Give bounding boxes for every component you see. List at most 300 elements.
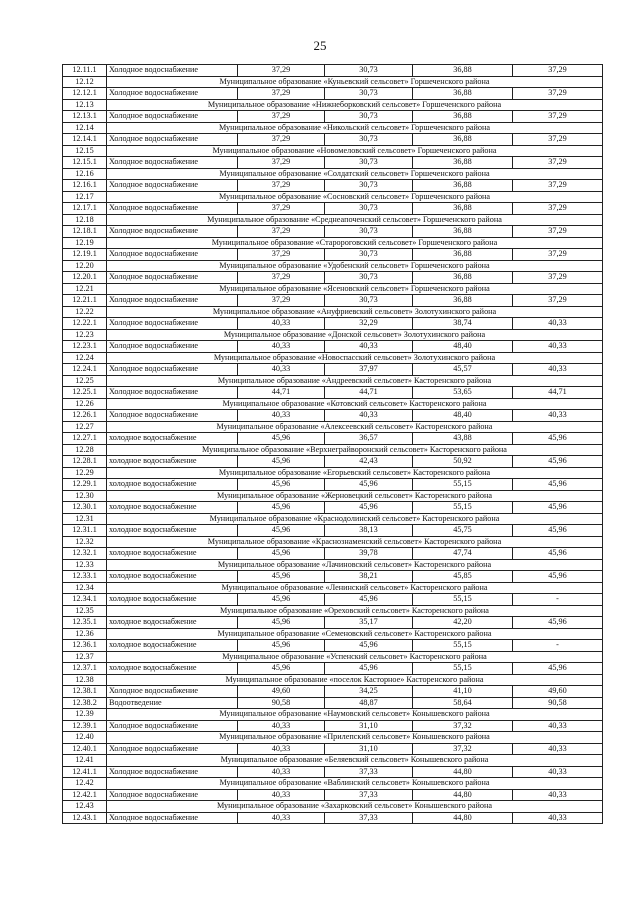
row-code: 12.13.1 bbox=[63, 111, 107, 123]
tariff-value-4: 37,29 bbox=[513, 203, 603, 215]
tariff-value-2: 40,33 bbox=[325, 410, 413, 422]
tariff-value-4: 37,29 bbox=[513, 65, 603, 77]
service-name: Холодное водоснабжение bbox=[107, 812, 238, 824]
tariff-value-1: 45,96 bbox=[238, 456, 325, 468]
table-row bbox=[63, 180, 603, 192]
tariff-value-4: 45,96 bbox=[513, 525, 603, 537]
section-header-row bbox=[63, 168, 603, 180]
tariff-value-4: 37,29 bbox=[513, 180, 603, 192]
row-code: 12.31.1 bbox=[63, 525, 107, 537]
section-header-row bbox=[63, 99, 603, 111]
tariff-value-2: 39,78 bbox=[325, 548, 413, 560]
table-row bbox=[63, 479, 603, 491]
table-row bbox=[63, 157, 603, 169]
service-name: Холодное водоснабжение bbox=[107, 720, 238, 732]
tariff-value-1: 44,71 bbox=[238, 387, 325, 399]
tariff-value-2: 30,73 bbox=[325, 180, 413, 192]
table-row bbox=[63, 65, 603, 77]
tariff-value-2: 42,43 bbox=[325, 456, 413, 468]
table-row bbox=[63, 249, 603, 261]
table-row bbox=[63, 318, 603, 330]
table-row bbox=[63, 364, 603, 376]
tariff-value-1: 45,96 bbox=[238, 640, 325, 652]
tariff-value-3: 50,92 bbox=[413, 456, 513, 468]
section-code: 12.16 bbox=[63, 168, 107, 180]
section-title: Муниципальное образование «Новомеловский сельсовет» Горшеченского района bbox=[107, 145, 603, 157]
section-code: 12.20 bbox=[63, 260, 107, 272]
tariff-value-2: 45,96 bbox=[325, 594, 413, 606]
tariff-value-3: 55,15 bbox=[413, 663, 513, 675]
section-header-row bbox=[63, 398, 603, 410]
section-code: 12.42 bbox=[63, 778, 107, 790]
tariff-value-3: 55,15 bbox=[413, 640, 513, 652]
tariff-value-3: 45,75 bbox=[413, 525, 513, 537]
row-code: 12.41.1 bbox=[63, 766, 107, 778]
section-header-row bbox=[63, 352, 603, 364]
tariff-value-3: 43,88 bbox=[413, 433, 513, 445]
tariff-value-4: 45,96 bbox=[513, 571, 603, 583]
tariff-value-2: 40,33 bbox=[325, 341, 413, 353]
tariff-value-1: 40,33 bbox=[238, 364, 325, 376]
tariff-value-4: 40,33 bbox=[513, 318, 603, 330]
table-row bbox=[63, 697, 603, 709]
tariff-value-2: 37,97 bbox=[325, 364, 413, 376]
section-header-row bbox=[63, 467, 603, 479]
service-name: холодное водоснабжение bbox=[107, 548, 238, 560]
section-title: Муниципальное образование «Старороговский сельсовет» Горшеченского района bbox=[107, 237, 603, 249]
section-code: 12.28 bbox=[63, 444, 107, 456]
tariff-value-4: 45,96 bbox=[513, 433, 603, 445]
section-header-row bbox=[63, 674, 603, 686]
tariff-value-4: - bbox=[513, 594, 603, 606]
section-title: Муниципальное образование «Сосновский сельсовет» Горшеченского района bbox=[107, 191, 603, 203]
service-name: Холодное водоснабжение bbox=[107, 410, 238, 422]
tariff-value-2: 30,73 bbox=[325, 272, 413, 284]
tariff-value-4: 37,29 bbox=[513, 272, 603, 284]
section-title: Муниципальное образование «Жерновецкий сельсовет» Касторенского района bbox=[107, 490, 603, 502]
row-code: 12.35.1 bbox=[63, 617, 107, 629]
tariff-value-2: 30,73 bbox=[325, 65, 413, 77]
tariff-table-body bbox=[63, 65, 603, 824]
tariff-value-4: 40,33 bbox=[513, 766, 603, 778]
section-header-row bbox=[63, 76, 603, 88]
tariff-value-3: 44,80 bbox=[413, 789, 513, 801]
section-code: 12.22 bbox=[63, 306, 107, 318]
section-header-row bbox=[63, 306, 603, 318]
tariff-value-4: 49,60 bbox=[513, 686, 603, 698]
table-row bbox=[63, 134, 603, 146]
service-name: холодное водоснабжение bbox=[107, 571, 238, 583]
tariff-value-1: 45,96 bbox=[238, 571, 325, 583]
row-code: 12.27.1 bbox=[63, 433, 107, 445]
tariff-value-4: 90,58 bbox=[513, 697, 603, 709]
section-title: Муниципальное образование «Новоспасский сельсовет» Золотухинского района bbox=[107, 352, 603, 364]
tariff-value-3: 36,88 bbox=[413, 203, 513, 215]
tariff-value-1: 49,60 bbox=[238, 686, 325, 698]
service-name: Холодное водоснабжение bbox=[107, 157, 238, 169]
section-header-row bbox=[63, 214, 603, 226]
section-title: Муниципальное образование «Андреевский сельсовет» Касторенского района bbox=[107, 375, 603, 387]
tariff-value-1: 45,96 bbox=[238, 525, 325, 537]
row-code: 12.29.1 bbox=[63, 479, 107, 491]
tariff-value-3: 53,65 bbox=[413, 387, 513, 399]
row-code: 12.11.1 bbox=[63, 65, 107, 77]
tariff-value-3: 58,64 bbox=[413, 697, 513, 709]
service-name: Холодное водоснабжение bbox=[107, 295, 238, 307]
tariff-value-1: 37,29 bbox=[238, 203, 325, 215]
row-code: 12.14.1 bbox=[63, 134, 107, 146]
service-name: холодное водоснабжение bbox=[107, 663, 238, 675]
section-title: Муниципальное образование «Верхнеграйворонский сельсовет» Касторенского района bbox=[107, 444, 603, 456]
section-header-row bbox=[63, 582, 603, 594]
tariff-value-3: 45,85 bbox=[413, 571, 513, 583]
table-row bbox=[63, 743, 603, 755]
table-row bbox=[63, 88, 603, 100]
section-code: 12.13 bbox=[63, 99, 107, 111]
section-title: Муниципальное образование «Краснознаменский сельсовет» Касторенского района bbox=[107, 536, 603, 548]
tariff-value-3: 36,88 bbox=[413, 111, 513, 123]
section-code: 12.24 bbox=[63, 352, 107, 364]
section-header-row bbox=[63, 444, 603, 456]
service-name: холодное водоснабжение bbox=[107, 456, 238, 468]
section-code: 12.30 bbox=[63, 490, 107, 502]
row-code: 12.18.1 bbox=[63, 226, 107, 238]
section-code: 12.31 bbox=[63, 513, 107, 525]
service-name: Холодное водоснабжение bbox=[107, 341, 238, 353]
tariff-value-2: 30,73 bbox=[325, 226, 413, 238]
section-header-row bbox=[63, 122, 603, 134]
tariff-value-4: 45,96 bbox=[513, 502, 603, 514]
tariff-value-1: 40,33 bbox=[238, 720, 325, 732]
section-code: 12.18 bbox=[63, 214, 107, 226]
section-title: Муниципальное образование «Захарковский сельсовет» Конышевского района bbox=[107, 801, 603, 813]
tariff-value-3: 36,88 bbox=[413, 157, 513, 169]
tariff-value-1: 45,96 bbox=[238, 502, 325, 514]
tariff-value-4: 40,33 bbox=[513, 341, 603, 353]
row-code: 12.42.1 bbox=[63, 789, 107, 801]
tariff-value-3: 48,40 bbox=[413, 341, 513, 353]
row-code: 12.20.1 bbox=[63, 272, 107, 284]
section-title: Муниципальное образование «Нижнеборковский сельсовет» Горшеченского района bbox=[107, 99, 603, 111]
section-code: 12.26 bbox=[63, 398, 107, 410]
tariff-value-2: 37,33 bbox=[325, 789, 413, 801]
service-name: Холодное водоснабжение bbox=[107, 226, 238, 238]
tariff-value-3: 37,32 bbox=[413, 720, 513, 732]
tariff-value-3: 47,74 bbox=[413, 548, 513, 560]
row-code: 12.26.1 bbox=[63, 410, 107, 422]
tariff-value-2: 45,96 bbox=[325, 479, 413, 491]
section-code: 12.23 bbox=[63, 329, 107, 341]
tariff-value-2: 30,73 bbox=[325, 157, 413, 169]
section-title: Муниципальное образование «Алексеевский сельсовет» Касторенского района bbox=[107, 421, 603, 433]
tariff-value-1: 45,96 bbox=[238, 479, 325, 491]
tariff-value-4: 40,33 bbox=[513, 812, 603, 824]
tariff-value-3: 37,32 bbox=[413, 743, 513, 755]
table-row bbox=[63, 203, 603, 215]
table-row bbox=[63, 686, 603, 698]
section-code: 12.43 bbox=[63, 801, 107, 813]
tariff-value-3: 45,57 bbox=[413, 364, 513, 376]
tariff-value-2: 48,87 bbox=[325, 697, 413, 709]
tariff-value-1: 90,58 bbox=[238, 697, 325, 709]
tariff-value-1: 37,29 bbox=[238, 134, 325, 146]
service-name: Холодное водоснабжение bbox=[107, 249, 238, 261]
section-code: 12.21 bbox=[63, 283, 107, 295]
tariff-value-3: 36,88 bbox=[413, 134, 513, 146]
service-name: холодное водоснабжение bbox=[107, 525, 238, 537]
tariff-value-2: 37,33 bbox=[325, 812, 413, 824]
section-header-row bbox=[63, 778, 603, 790]
section-code: 12.14 bbox=[63, 122, 107, 134]
tariff-value-3: 55,15 bbox=[413, 502, 513, 514]
tariff-value-3: 36,88 bbox=[413, 272, 513, 284]
tariff-value-2: 30,73 bbox=[325, 249, 413, 261]
section-code: 12.34 bbox=[63, 582, 107, 594]
tariff-value-4: 37,29 bbox=[513, 249, 603, 261]
tariff-value-3: 36,88 bbox=[413, 65, 513, 77]
tariff-value-1: 40,33 bbox=[238, 318, 325, 330]
section-title: Муниципальное образование «Беляевский сельсовет» Конышевского района bbox=[107, 755, 603, 767]
service-name: холодное водоснабжение bbox=[107, 479, 238, 491]
tariff-value-2: 45,96 bbox=[325, 640, 413, 652]
section-title: Муниципальное образование «Успенский сельсовет» Касторенского района bbox=[107, 651, 603, 663]
section-code: 12.37 bbox=[63, 651, 107, 663]
tariff-value-3: 55,15 bbox=[413, 479, 513, 491]
service-name: холодное водоснабжение bbox=[107, 594, 238, 606]
tariff-value-4: 44,71 bbox=[513, 387, 603, 399]
tariff-value-4: 40,33 bbox=[513, 364, 603, 376]
service-name: Холодное водоснабжение bbox=[107, 203, 238, 215]
table-row bbox=[63, 594, 603, 606]
section-code: 12.36 bbox=[63, 628, 107, 640]
section-code: 12.38 bbox=[63, 674, 107, 686]
row-code: 12.17.1 bbox=[63, 203, 107, 215]
service-name: Холодное водоснабжение bbox=[107, 88, 238, 100]
service-name: Холодное водоснабжение bbox=[107, 743, 238, 755]
tariff-value-4: 45,96 bbox=[513, 479, 603, 491]
section-title: Муниципальное образование «Ленинский сельсовет» Касторенского района bbox=[107, 582, 603, 594]
service-name: холодное водоснабжение bbox=[107, 502, 238, 514]
tariff-value-3: 36,88 bbox=[413, 249, 513, 261]
section-header-row bbox=[63, 605, 603, 617]
tariff-value-3: 38,74 bbox=[413, 318, 513, 330]
section-title: Муниципальное образование «Ануфриевский сельсовет» Золотухинского района bbox=[107, 306, 603, 318]
section-title: Муниципальное образование «Донской сельсовет» Золотухинского района bbox=[107, 329, 603, 341]
tariff-value-1: 37,29 bbox=[238, 295, 325, 307]
service-name: Холодное водоснабжение bbox=[107, 789, 238, 801]
section-title: Муниципальное образование «Егорьевский сельсовет» Касторенского района bbox=[107, 467, 603, 479]
tariff-value-1: 37,29 bbox=[238, 88, 325, 100]
row-code: 12.38.1 bbox=[63, 686, 107, 698]
tariff-value-4: 37,29 bbox=[513, 134, 603, 146]
section-header-row bbox=[63, 536, 603, 548]
tariff-value-2: 34,25 bbox=[325, 686, 413, 698]
section-title: Муниципальное образование «Среднеапоченский сельсовет» Горшеченского района bbox=[107, 214, 603, 226]
section-code: 12.35 bbox=[63, 605, 107, 617]
section-header-row bbox=[63, 559, 603, 571]
tariff-value-1: 37,29 bbox=[238, 226, 325, 238]
section-title: Муниципальное образование «Ореховский сельсовет» Касторенского района bbox=[107, 605, 603, 617]
tariff-value-1: 40,33 bbox=[238, 341, 325, 353]
row-code: 12.32.1 bbox=[63, 548, 107, 560]
row-code: 12.15.1 bbox=[63, 157, 107, 169]
row-code: 12.19.1 bbox=[63, 249, 107, 261]
section-code: 12.25 bbox=[63, 375, 107, 387]
row-code: 12.33.1 bbox=[63, 571, 107, 583]
service-name: Холодное водоснабжение bbox=[107, 364, 238, 376]
tariff-value-4: 37,29 bbox=[513, 226, 603, 238]
row-code: 12.22.1 bbox=[63, 318, 107, 330]
section-header-row bbox=[63, 490, 603, 502]
tariff-value-1: 40,33 bbox=[238, 743, 325, 755]
tariff-value-4: 45,96 bbox=[513, 617, 603, 629]
service-name: холодное водоснабжение bbox=[107, 640, 238, 652]
tariff-value-3: 42,20 bbox=[413, 617, 513, 629]
section-title: Муниципальное образование «Солдатский сельсовет» Горшеченского района bbox=[107, 168, 603, 180]
tariff-value-4: 37,29 bbox=[513, 88, 603, 100]
section-code: 12.27 bbox=[63, 421, 107, 433]
service-name: Холодное водоснабжение bbox=[107, 686, 238, 698]
section-header-row bbox=[63, 513, 603, 525]
row-code: 12.16.1 bbox=[63, 180, 107, 192]
row-code: 12.24.1 bbox=[63, 364, 107, 376]
table-row bbox=[63, 766, 603, 778]
section-code: 12.12 bbox=[63, 76, 107, 88]
service-name: Холодное водоснабжение bbox=[107, 387, 238, 399]
table-row bbox=[63, 295, 603, 307]
table-row bbox=[63, 272, 603, 284]
tariff-value-1: 40,33 bbox=[238, 766, 325, 778]
tariff-value-4: 45,96 bbox=[513, 663, 603, 675]
service-name: холодное водоснабжение bbox=[107, 617, 238, 629]
tariff-value-3: 44,80 bbox=[413, 766, 513, 778]
tariff-value-1: 37,29 bbox=[238, 111, 325, 123]
service-name: Холодное водоснабжение bbox=[107, 180, 238, 192]
service-name: Холодное водоснабжение bbox=[107, 318, 238, 330]
section-header-row bbox=[63, 260, 603, 272]
section-title: Муниципальное образование «Лачиновский сельсовет» Касторенского района bbox=[107, 559, 603, 571]
service-name: Холодное водоснабжение bbox=[107, 111, 238, 123]
section-code: 12.19 bbox=[63, 237, 107, 249]
section-title: Муниципальное образование «Семеновский сельсовет» Касторенского района bbox=[107, 628, 603, 640]
tariff-value-1: 45,96 bbox=[238, 433, 325, 445]
section-header-row bbox=[63, 801, 603, 813]
tariff-value-4: 40,33 bbox=[513, 789, 603, 801]
table-row bbox=[63, 410, 603, 422]
tariff-value-3: 41,10 bbox=[413, 686, 513, 698]
tariff-value-1: 45,96 bbox=[238, 548, 325, 560]
row-code: 12.12.1 bbox=[63, 88, 107, 100]
row-code: 12.36.1 bbox=[63, 640, 107, 652]
table-row bbox=[63, 226, 603, 238]
tariff-value-2: 35,17 bbox=[325, 617, 413, 629]
table-row bbox=[63, 502, 603, 514]
section-title: Муниципальное образование «поселок Касторное» Касторенского района bbox=[107, 674, 603, 686]
tariff-value-1: 37,29 bbox=[238, 249, 325, 261]
table-row bbox=[63, 617, 603, 629]
section-header-row bbox=[63, 421, 603, 433]
section-code: 12.33 bbox=[63, 559, 107, 571]
table-row bbox=[63, 433, 603, 445]
section-header-row bbox=[63, 732, 603, 744]
table-row bbox=[63, 341, 603, 353]
row-code: 12.25.1 bbox=[63, 387, 107, 399]
section-header-row bbox=[63, 329, 603, 341]
section-title: Муниципальное образование «Прилепский сельсовет» Конышевского района bbox=[107, 732, 603, 744]
tariff-table bbox=[62, 64, 603, 824]
service-name: Холодное водоснабжение bbox=[107, 65, 238, 77]
tariff-value-4: 45,96 bbox=[513, 548, 603, 560]
table-row bbox=[63, 456, 603, 468]
row-code: 12.23.1 bbox=[63, 341, 107, 353]
tariff-value-2: 31,10 bbox=[325, 720, 413, 732]
section-title: Муниципальное образование «Удобенский сельсовет» Горшеченского района bbox=[107, 260, 603, 272]
tariff-value-2: 32,29 bbox=[325, 318, 413, 330]
tariff-value-4: 37,29 bbox=[513, 295, 603, 307]
tariff-value-1: 37,29 bbox=[238, 157, 325, 169]
tariff-value-2: 36,57 bbox=[325, 433, 413, 445]
section-header-row bbox=[63, 283, 603, 295]
tariff-value-2: 45,96 bbox=[325, 502, 413, 514]
tariff-value-3: 36,88 bbox=[413, 295, 513, 307]
table-row bbox=[63, 548, 603, 560]
tariff-value-3: 36,88 bbox=[413, 180, 513, 192]
tariff-value-4: 40,33 bbox=[513, 720, 603, 732]
tariff-value-3: 44,80 bbox=[413, 812, 513, 824]
row-code: 12.28.1 bbox=[63, 456, 107, 468]
table-row bbox=[63, 640, 603, 652]
tariff-value-2: 30,73 bbox=[325, 203, 413, 215]
page-number: 25 bbox=[313, 38, 327, 53]
tariff-value-3: 36,88 bbox=[413, 88, 513, 100]
section-code: 12.15 bbox=[63, 145, 107, 157]
section-header-row bbox=[63, 375, 603, 387]
tariff-value-1: 37,29 bbox=[238, 272, 325, 284]
table-row bbox=[63, 663, 603, 675]
row-code: 12.38.2 bbox=[63, 697, 107, 709]
row-code: 12.37.1 bbox=[63, 663, 107, 675]
tariff-value-3: 36,88 bbox=[413, 226, 513, 238]
row-code: 12.40.1 bbox=[63, 743, 107, 755]
row-code: 12.43.1 bbox=[63, 812, 107, 824]
row-code: 12.30.1 bbox=[63, 502, 107, 514]
section-header-row bbox=[63, 651, 603, 663]
row-code: 12.39.1 bbox=[63, 720, 107, 732]
tariff-value-4: 37,29 bbox=[513, 111, 603, 123]
tariff-value-1: 40,33 bbox=[238, 812, 325, 824]
tariff-value-1: 40,33 bbox=[238, 410, 325, 422]
tariff-value-2: 30,73 bbox=[325, 111, 413, 123]
table-row bbox=[63, 812, 603, 824]
tariff-value-3: 55,15 bbox=[413, 594, 513, 606]
service-name: Холодное водоснабжение bbox=[107, 134, 238, 146]
section-code: 12.32 bbox=[63, 536, 107, 548]
section-header-row bbox=[63, 237, 603, 249]
section-title: Муниципальное образование «Краснодолинский сельсовет» Касторенского района bbox=[107, 513, 603, 525]
tariff-value-2: 44,71 bbox=[325, 387, 413, 399]
tariff-value-4: - bbox=[513, 640, 603, 652]
tariff-value-2: 31,10 bbox=[325, 743, 413, 755]
section-header-row bbox=[63, 628, 603, 640]
table-row bbox=[63, 720, 603, 732]
tariff-value-1: 40,33 bbox=[238, 789, 325, 801]
section-code: 12.17 bbox=[63, 191, 107, 203]
table-row bbox=[63, 525, 603, 537]
tariff-value-2: 45,96 bbox=[325, 663, 413, 675]
section-header-row bbox=[63, 145, 603, 157]
tariff-value-1: 37,29 bbox=[238, 65, 325, 77]
section-title: Муниципальное образование «Ваблинский сельсовет» Конышевского района bbox=[107, 778, 603, 790]
